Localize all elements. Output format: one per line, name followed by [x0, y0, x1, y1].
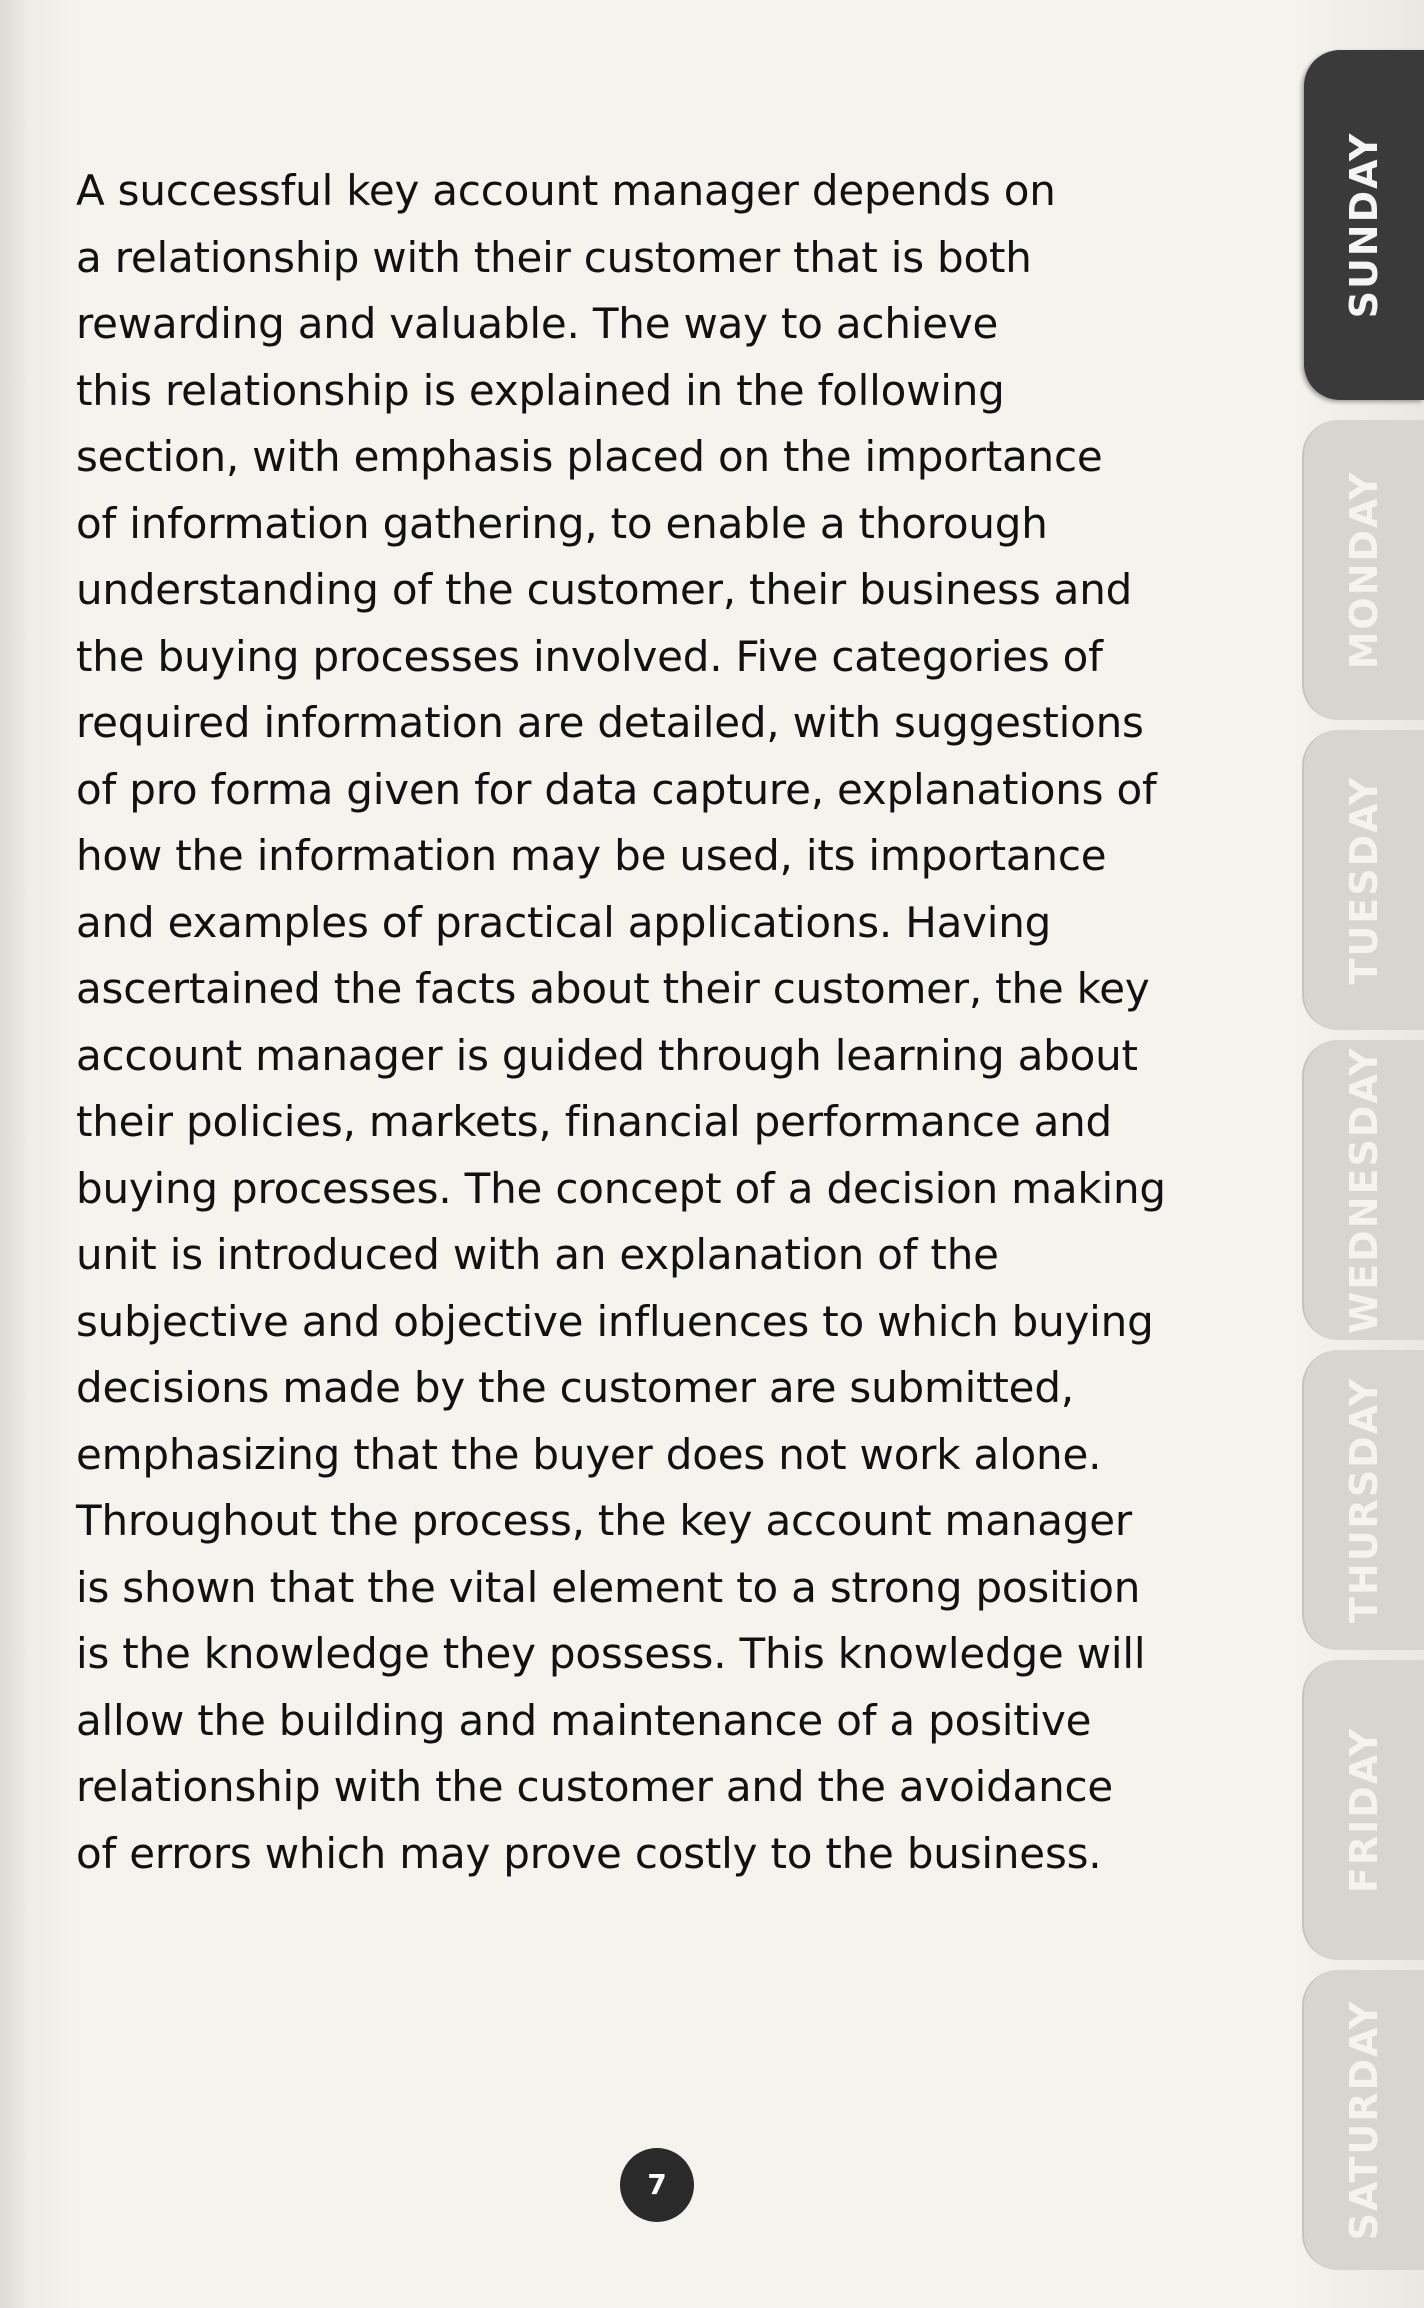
tab-label: MONDAY [1342, 470, 1386, 670]
body-line: of pro forma given for data capture, explanations of [76, 764, 1157, 814]
body-paragraph [76, 158, 1256, 1887]
tab-label: WEDNESDAY [1342, 1046, 1386, 1334]
tab-label: THURSDAY [1342, 1376, 1386, 1624]
body-line: section, with emphasis placed on the importance [76, 432, 1103, 481]
tab-label: TUESDAY [1342, 775, 1386, 985]
body-line: decisions made by the customer are submitted, [76, 1363, 1074, 1412]
body-line: emphasizing that the buyer does not work alone. [76, 1429, 1102, 1479]
tab-label: SUNDAY [1342, 131, 1386, 319]
body-line: buying processes. The concept of a decision making [76, 1163, 1166, 1213]
body-line: this relationship is explained in the following [76, 365, 1005, 415]
body-line: ascertained the facts about their customer, the key [76, 964, 1150, 1013]
body-line: how the information may be used, its importance [76, 831, 1107, 880]
tab-label: FRIDAY [1342, 1726, 1386, 1894]
body-line: required information are detailed, with suggestions [76, 698, 1144, 747]
body-line: a relationship with their customer that is both [76, 232, 1032, 282]
body-line: of errors which may prove costly to the business. [76, 1828, 1102, 1878]
body-line: allow the building and maintenance of a positive [76, 1695, 1092, 1745]
body-line: unit is introduced with an explanation of the [76, 1230, 999, 1279]
body-line: is shown that the vital element to a strong position [76, 1562, 1141, 1612]
body-line: Throughout the process, the key account manager [76, 1496, 1132, 1545]
tab-sunday[interactable] [1304, 50, 1424, 400]
body-line: and examples of practical applications. Having [76, 897, 1052, 947]
tab-friday[interactable] [1302, 1660, 1424, 1960]
body-line: account manager is guided through learning about [76, 1030, 1138, 1080]
body-line: A successful key account manager depends on [76, 166, 1056, 215]
tab-wednesday[interactable] [1302, 1040, 1424, 1340]
body-line: understanding of the customer, their business and [76, 565, 1133, 614]
body-line: their policies, markets, financial performance and [76, 1097, 1113, 1146]
body-line: subjective and objective influences to which buying [76, 1296, 1154, 1346]
tab-monday[interactable] [1302, 420, 1424, 720]
tab-thursday[interactable] [1302, 1350, 1424, 1650]
body-line: rewarding and valuable. The way to achieve [76, 299, 999, 348]
page-number: 7 [620, 2148, 694, 2222]
tab-saturday[interactable] [1302, 1970, 1424, 2270]
body-line: of information gathering, to enable a thorough [76, 498, 1048, 548]
body-line: is the knowledge they possess. This knowledge will [76, 1629, 1146, 1678]
body-line: relationship with the customer and the avoidance [76, 1762, 1114, 1811]
tab-tuesday[interactable] [1302, 730, 1424, 1030]
tab-label: SATURDAY [1342, 1999, 1386, 2241]
body-line: the buying processes involved. Five categories of [76, 631, 1103, 681]
